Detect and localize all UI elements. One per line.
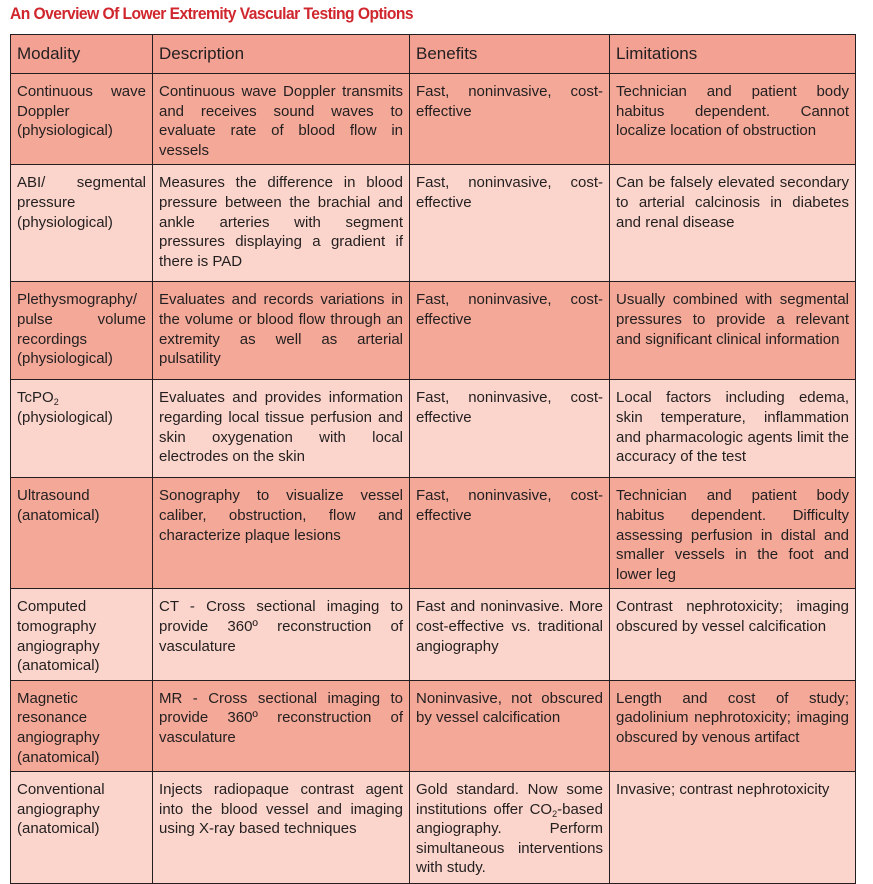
modality-text: (physiological) bbox=[17, 408, 113, 426]
benefits-cell: Fast, noninvasive, cost-effective bbox=[410, 165, 610, 282]
modality-cell: Ultrasound (anatomical) bbox=[11, 478, 153, 589]
modality-cell: Computed tomography angiography (anatomical) bbox=[11, 589, 153, 680]
header-modality: Modality bbox=[11, 35, 153, 74]
benefits-cell: Fast, noninvasive, cost-effective bbox=[410, 282, 610, 380]
header-row bbox=[11, 35, 856, 74]
subscript: 2 bbox=[552, 808, 558, 819]
description-cell: CT - Cross sectional imaging to provide 360º reconstruction of vasculature bbox=[153, 589, 410, 680]
table-row bbox=[11, 589, 856, 680]
subscript: 2 bbox=[53, 397, 59, 408]
table-row bbox=[11, 680, 856, 771]
table-row bbox=[11, 478, 856, 589]
benefits-cell: Fast, noninvasive, cost-effective bbox=[410, 74, 610, 165]
limitations-cell: Technician and patient body habitus dependent. Difficulty assessing perfusion in distal and smaller vessels in the foot and lower leg bbox=[610, 478, 856, 589]
table-row bbox=[11, 74, 856, 165]
limitations-cell: Usually combined with segmental pressures to provide a relevant and significant clinical information bbox=[610, 282, 856, 380]
description-cell: Evaluates and records variations in the volume or blood flow through an extremity as well as arterial pulsatility bbox=[153, 282, 410, 380]
benefits-cell bbox=[410, 772, 610, 884]
modality-cell: Continuous wave Doppler (physiological) bbox=[11, 74, 153, 165]
vascular-testing-table bbox=[10, 34, 856, 884]
limitations-cell: Contrast nephrotoxicity; imaging obscured by vessel calcification bbox=[610, 589, 856, 680]
limitations-cell: Can be falsely elevated secondary to arterial calcinosis in diabetes and renal disease bbox=[610, 165, 856, 282]
description-cell: Continuous wave Doppler transmits and receives sound waves to evaluate rate of blood flow in vessels bbox=[153, 74, 410, 165]
modality-cell bbox=[11, 380, 153, 478]
benefits-cell: Fast, noninvasive, cost-effective bbox=[410, 478, 610, 589]
description-cell: Measures the difference in blood pressure between the brachial and ankle arteries with segment pressures displaying a gradient if there is PAD bbox=[153, 165, 410, 282]
limitations-cell: Technician and patient body habitus dependent. Cannot localize location of obstruction bbox=[610, 74, 856, 165]
modality-cell: Plethysmography/ pulse volume recordings (physiological) bbox=[11, 282, 153, 380]
modality-cell: Magnetic resonance angiography (anatomical) bbox=[11, 680, 153, 771]
benefits-text: Gold standard. Now some institutions offer CO bbox=[416, 781, 603, 818]
header-limitations: Limitations bbox=[610, 35, 856, 74]
benefits-cell: Fast and noninvasive. More cost-effective vs. traditional angiography bbox=[410, 589, 610, 680]
table-row bbox=[11, 165, 856, 282]
table-row bbox=[11, 282, 856, 380]
benefits-text: -based angiography. Perform simultaneous interventions with study. bbox=[416, 800, 603, 877]
table-row bbox=[11, 380, 856, 478]
header-benefits: Benefits bbox=[410, 35, 610, 74]
description-cell: MR - Cross sectional imaging to provide 360º reconstruction of vasculature bbox=[153, 680, 410, 771]
table-row bbox=[11, 772, 856, 884]
modality-text: TcPO bbox=[17, 389, 54, 407]
modality-cell: Conventional angiography (anatomical) bbox=[11, 772, 153, 884]
modality-cell: ABI/ segmental pressure (physiological) bbox=[11, 165, 153, 282]
benefits-cell: Fast, noninvasive, cost-effective bbox=[410, 380, 610, 478]
description-cell: Evaluates and provides information regarding local tissue perfusion and skin oxygenation with local electrodes on the skin bbox=[153, 380, 410, 478]
benefits-cell: Noninvasive, not obscured by vessel calcification bbox=[410, 680, 610, 771]
limitations-cell: Invasive; contrast nephrotoxicity bbox=[610, 772, 856, 884]
limitations-cell: Local factors including edema, skin temperature, inflammation and pharmacologic agents limit the accuracy of the test bbox=[610, 380, 856, 478]
table-title: An Overview Of Lower Extremity Vascular Testing Options bbox=[10, 4, 414, 23]
description-cell: Sonography to visualize vessel caliber, obstruction, flow and characterize plaque lesions bbox=[153, 478, 410, 589]
limitations-cell: Length and cost of study; gadolinium nephrotoxicity; imaging obscured by venous artifact bbox=[610, 680, 856, 771]
description-cell: Injects radiopaque contrast agent into the blood vessel and imaging using X-ray based techniques bbox=[153, 772, 410, 884]
header-description: Description bbox=[153, 35, 410, 74]
